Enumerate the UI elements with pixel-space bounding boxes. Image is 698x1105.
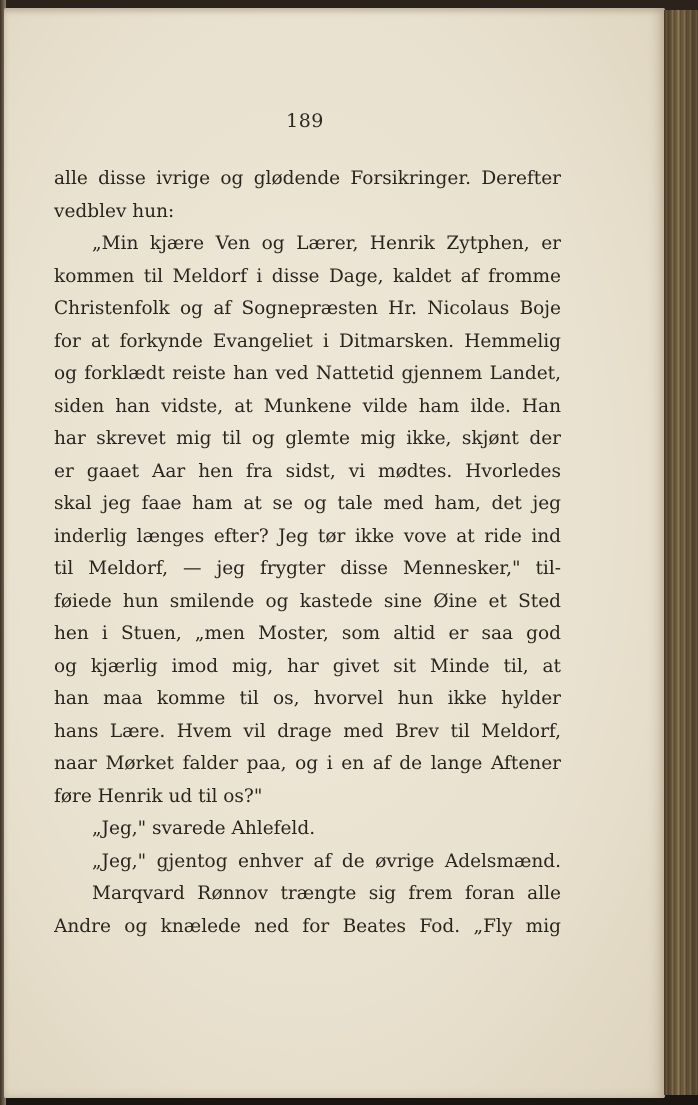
text-line: til Meldorf, — jeg frygter disse Mennesker," til- bbox=[54, 558, 561, 579]
text-line: hans Lære. Hvem vil drage med Brev til Meldorf, bbox=[54, 720, 561, 742]
body-text bbox=[54, 163, 561, 943]
text-line: hen i Stuen, „men Moster, som altid er saa god bbox=[54, 623, 561, 644]
text-line: og kjærlig imod mig, har givet sit Minde til, at bbox=[54, 655, 561, 677]
text-line: skal jeg faae ham at se og tale med ham, det jeg bbox=[54, 493, 561, 514]
text-line: føre Henrik ud til os?" bbox=[54, 785, 263, 807]
text-line: vedblev hun: bbox=[54, 200, 175, 222]
text-line: han maa komme til os, hvorvel hun ikke hylder bbox=[54, 688, 561, 709]
text-line: alle disse ivrige og glødende Forsikringer. Derefter bbox=[54, 168, 561, 189]
book-page bbox=[4, 8, 665, 1098]
text-line: „Jeg," gjentog enhver af de øvrige Adelsmænd. bbox=[92, 850, 561, 872]
text-line: har skrevet mig til og glemte mig ikke, skjønt der bbox=[54, 428, 561, 449]
text-line: føiede hun smilende og kastede sine Øine et Sted bbox=[54, 590, 561, 612]
text-line: for at forkynde Evangeliet i Ditmarsken. Hemmelig bbox=[54, 330, 561, 352]
text-line: kommen til Meldorf i disse Dage, kaldet af fromme bbox=[54, 265, 561, 287]
page-number: 189 bbox=[286, 110, 324, 132]
text-line: „Jeg," svarede Ahlefeld. bbox=[92, 818, 316, 839]
text-line: Marqvard Rønnov trængte sig frem foran alle bbox=[92, 883, 561, 904]
text-line: inderlig længes efter? Jeg tør ikke vove at ride ind bbox=[54, 525, 561, 547]
text-line: „Min kjære Ven og Lærer, Henrik Zytphen, er bbox=[92, 233, 561, 254]
text-line: er gaaet Aar hen fra sidst, vi mødtes. Hvorledes bbox=[54, 460, 561, 482]
text-line: naar Mørket falder paa, og i en af de lange Aftener bbox=[54, 753, 561, 774]
text-line: og forklædt reiste han ved Nattetid gjennem Landet, bbox=[54, 363, 561, 384]
text-line: Christenfolk og af Sognepræsten Hr. Nicolaus Boje bbox=[54, 298, 561, 319]
text-line: Andre og knælede ned for Beates Fod. „Fly mig bbox=[54, 915, 561, 937]
text-line: siden han vidste, at Munkene vilde ham ilde. Han bbox=[54, 395, 561, 417]
page-stack-shadow bbox=[664, 10, 698, 1095]
